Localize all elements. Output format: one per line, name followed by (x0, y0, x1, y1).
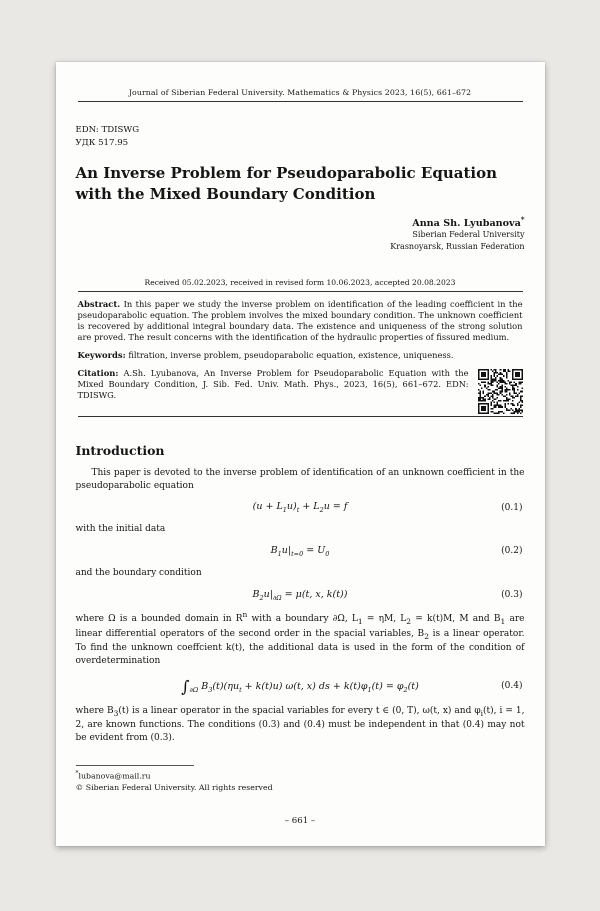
footnote-rule (76, 765, 194, 766)
equation-formula: $(u + L_1u)_t + L_2u = f$ (252, 501, 348, 515)
author-name: Anna Sh. Lyubanova* (412, 214, 525, 229)
udk-line: УДК 517.95 (75, 137, 129, 148)
equation-0-3 (76, 589, 525, 602)
author-footnote-marker: * (520, 214, 525, 224)
paragraph-initial-data: with the initial data (75, 524, 166, 535)
paragraph-boundary-condition: and the boundary condition (75, 567, 202, 578)
copyright-line: © Siberian Federal University. All rights reserved (75, 783, 273, 793)
paragraph-domain-description: where Ω is a bounded domain in $R^n$ with a boundary ∂Ω, $L_1 = \eta M$, $L_2 = k(t)M$, M and $B_1$ are linear differential operators of the second order in the spacial variables, $B_2$ is a linear operator. To find the unknown coeffcient k(t), the additional data is used in the form of the condition of overdetermination (75, 610, 525, 667)
citation-bottom-rule (78, 416, 523, 417)
edn-line: EDN: TDISWG (75, 125, 140, 135)
abstract-text: In this paper we study the inverse problem on identification of the leading coefficient in the pseudoparabolic equation. The problem involves the mixed boundary condition. The unknown coefficient is recovered by additional integral boundary data. The existence and uniqueness of the strong solution are proved. The result concerns with the identification of the hydraulic properties of fissured medium. (77, 298, 523, 342)
citation-label: Citation: (77, 367, 119, 378)
paragraph-intro-1: This paper is devoted to the inverse problem of identification of an unknown coefficient in the pseudoparabolic equation (75, 467, 525, 491)
abstract-label: Abstract. (77, 298, 121, 309)
header-rule (78, 101, 523, 102)
equation-number: (0.1) (501, 502, 523, 513)
equation-formula: $B_1u|_{t=0} = U_0$ (270, 544, 330, 558)
keywords-paragraph (78, 350, 523, 361)
equation-formula: $B_2u|_{\partial\Omega} = \mu(t$, x, k(t)) (252, 588, 348, 602)
equation-0-1 (76, 501, 525, 514)
citation-text: A.Sh. Lyubanova, An Inverse Problem for Pseudoparabolic Equation with the Mixed Boundary Condition, J. Sib. Fed. Univ. Math. Phys., 2023, 16(5), 661–672. EDN: TDISWG. (77, 367, 469, 400)
equation-number: (0.4) (501, 681, 523, 692)
equation-number: (0.3) (501, 590, 523, 601)
keywords-text: filtration, inverse problem, pseudoparabolic equation, existence, uniqueness. (128, 349, 454, 360)
equation-number: (0.2) (501, 546, 523, 557)
received-line: Received 05.02.2023, received in revised form 10.06.2023, accepted 20.08.2023 (144, 277, 456, 287)
page-number: – 661 – (284, 815, 316, 826)
abstract-top-rule (78, 291, 523, 292)
footnote-area (76, 765, 525, 794)
paper-title-line1: An Inverse Problem for Pseudoparabolic Equation (75, 163, 497, 182)
paper-title-line2: with the Mixed Boundary Condition (75, 184, 376, 203)
journal-header: Journal of Siberian Federal University. Mathematics & Physics 2023, 16(5), 661–672 (128, 88, 472, 97)
paper-title (76, 163, 525, 205)
paragraph-operators-description: where $B_3(t)$ is a linear operator in the spacial variables for every t ∈ (0, T), ω(t, x) and $\varphi_i(t)$, i = 1, 2, are known functions. The conditions (0.3) and (0.4) must be independent in that (0.4) may not be evident from (0.3). (75, 705, 525, 744)
equation-formula: $\int_{\partial\Omega}$ $B_3(t)(\eta u_t + k(t)u)$ ω(t, x) ds + $k(t)\varphi_1(t) = \varphi_2(t)$ (181, 676, 419, 696)
citation-paragraph (78, 368, 523, 401)
footnote-email: *lubanova@mail.ru (75, 769, 151, 781)
keywords-label: Keywords: (77, 349, 126, 360)
section-heading-introduction: Introduction (75, 442, 165, 458)
document-page (56, 62, 545, 846)
equation-0-2 (76, 545, 525, 558)
equation-0-4 (76, 677, 525, 696)
author-affiliation: Siberian Federal University (412, 229, 525, 239)
abstract-paragraph (78, 299, 523, 343)
qr-code (478, 369, 523, 414)
author-location: Krasnoyarsk, Russian Federation (390, 242, 525, 252)
author-block (76, 215, 525, 254)
article-meta (76, 124, 525, 150)
footnote-marker: * (75, 769, 79, 777)
